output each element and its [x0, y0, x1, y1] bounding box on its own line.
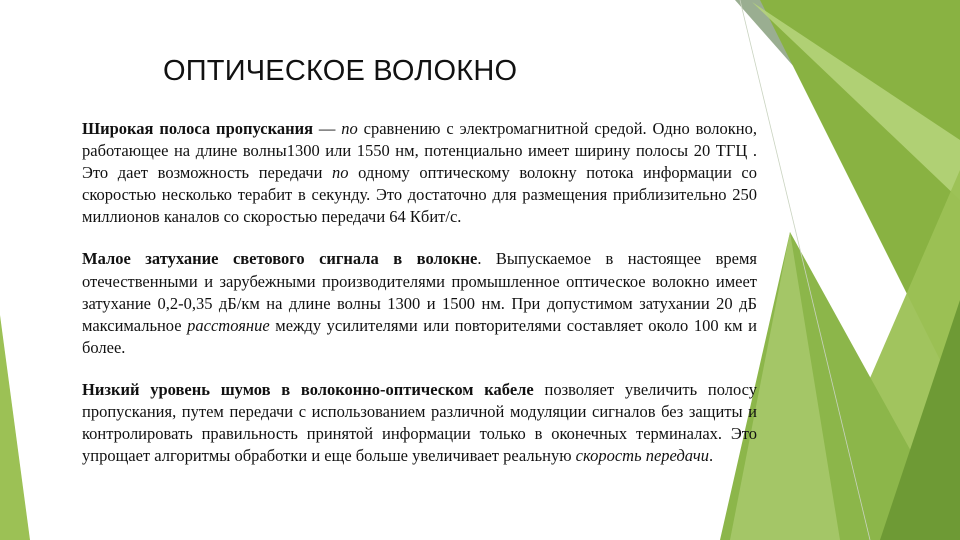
paragraph-text: между усилителями или повторителями составляет около 100 км и более. [82, 315, 758, 357]
paragraph-lead: Малое затухание светового сигнала в волокне [82, 249, 478, 269]
paragraph-lead: Низкий уровень шумов в волоконно-оптическом кабеле [82, 379, 534, 399]
triangle-left-bottom [0, 315, 30, 540]
emphasis: по [341, 119, 358, 138]
paragraph-text: . [708, 446, 714, 466]
paragraph-bandwidth [82, 118, 757, 228]
dash: — [313, 119, 342, 138]
paragraph-lead: Широкая полоса пропускания [82, 119, 314, 138]
body-text [82, 118, 757, 487]
emphasis: по [332, 163, 349, 183]
paragraph-text: сравнению с электромагнитной средой. Одно волокно, работающее на длине волны1300 или 1550 нм, потенциально имеет ширину полосы 20 ТГЦ . Это дает возможность передачи [82, 119, 757, 183]
paragraph-noise [82, 379, 757, 467]
paragraph-text: . Выпускаемое в настоящее время отечественными и зарубежными производителями промышленное оптическое волокно имеет затухание 0,2-0,35 дБ/км на длине волны 1300 и 1500 нм. При допустимом затухании 20 дБ максимальное [82, 249, 757, 335]
slide-title: ОПТИЧЕСКОЕ ВОЛОКНО [163, 55, 518, 87]
paragraph-text: одному оптическому волокну потока информации со скоростью несколько терабит в секунду. Это достаточно для размещения приблизительно 250 миллионов каналов со скоростью передачи 64 Кбит/с. [82, 163, 757, 227]
emphasis: скорость передачи [575, 446, 709, 466]
paragraph-attenuation [82, 248, 757, 358]
emphasis: расстояние [187, 315, 270, 335]
paragraph-text: позволяет увеличить полосу пропускания, путем передачи с использованием различной модуляции сигналов без защиты и контролировать правильность принятой информации только в оконечных терминалах. Это упрощает алгоритмы обработки и еще больше увеличивает реальную [82, 379, 757, 466]
